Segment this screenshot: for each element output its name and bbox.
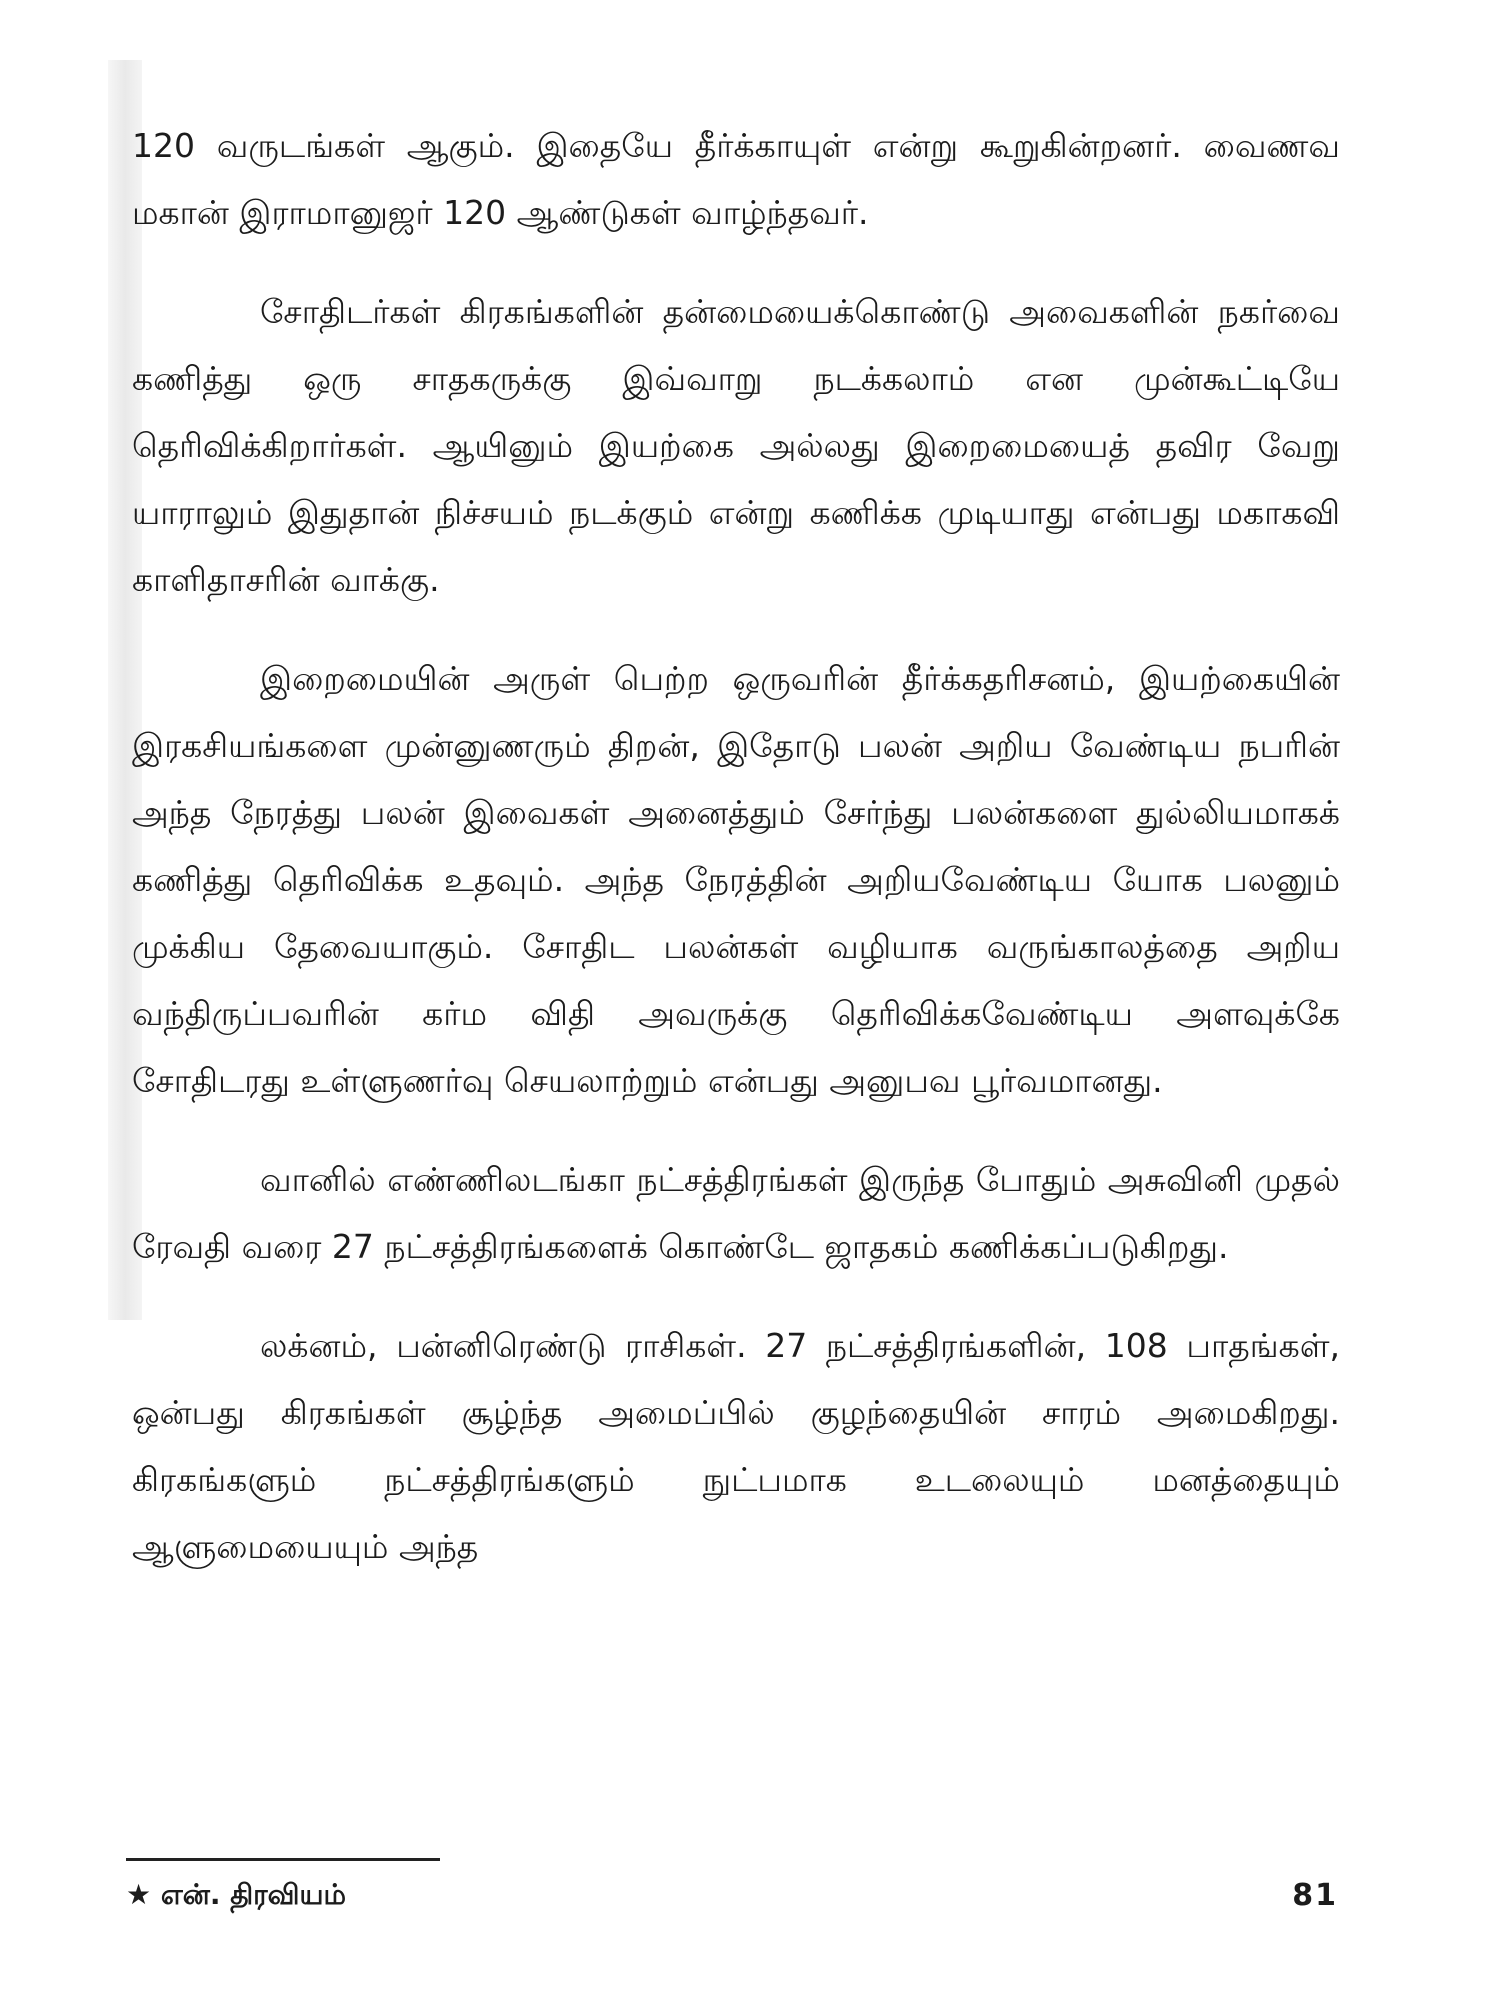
paragraph-1: 120 வருடங்கள் ஆகும். இதையே தீர்க்காயுள் என்று கூறுகின்றனர். வைணவ மகான் இராமானுஜர் 120 ஆண்டுகள் வாழ்ந்தவர்.: [132, 126, 1340, 232]
paragraph-4: வானில் எண்ணிலடங்கா நட்சத்திரங்கள் இருந்த போதும் அசுவினி முதல் ரேவதி வரை 27 நட்சத்திரங்களைக் கொண்டே ஜாதகம் கணிக்கப்படுகிறது.: [132, 1160, 1340, 1266]
page-body: [132, 112, 1340, 1580]
paragraph-2: சோதிடர்கள் கிரகங்களின் தன்மையைக்கொண்டு அவைகளின் நகர்வை கணித்து ஒரு சாதகருக்கு இவ்வாறு நடக்கலாம் என முன்கூட்டியே தெரிவிக்கிறார்கள். ஆயினும் இயற்கை அல்லது இறைமையைத் தவிர வேறு யாராலும் இதுதான் நிச்சயம் நடக்கும் என்று கணிக்க முடியாது என்பது மகாகவி காளிதாசரின் வாக்கு.: [132, 292, 1340, 599]
page-footer: [126, 1878, 1338, 1918]
page-number: 81: [1292, 1878, 1338, 1913]
footer-author: ★ என். திரவியம்: [126, 1878, 347, 1911]
paragraph-3: இறைமையின் அருள் பெற்ற ஒருவரின் தீர்க்கதரிசனம், இயற்கையின் இரகசியங்களை முன்னுணரும் திறன், இதோடு பலன் அறிய வேண்டிய நபரின் அந்த நேரத்து பலன் இவைகள் அனைத்தும் சேர்ந்து பலன்களை துல்லியமாகக் கணித்து தெரிவிக்க உதவும். அந்த நேரத்தின் அறியவேண்டிய யோக பலனும் முக்கிய தேவையாகும். சோதிட பலன்கள் வழியாக வருங்காலத்தை அறிய வந்திருப்பவரின் கர்ம விதி அவருக்கு தெரிவிக்கவேண்டிய அளவுக்கே சோதிடரது உள்ளுணர்வு செயலாற்றும் என்பது அனுபவ பூர்வமானது.: [132, 659, 1340, 1100]
paragraph-5: லக்னம், பன்னிரெண்டு ராசிகள். 27 நட்சத்திரங்களின், 108 பாதங்கள், ஒன்பது கிரகங்கள் சூழ்ந்த அமைப்பில் குழந்தையின் சாரம் அமைகிறது. கிரகங்களும் நட்சத்திரங்களும் நுட்பமாக உடலையும் மனத்தையும் ஆளுமையையும் அந்த: [132, 1326, 1340, 1566]
footnote-rule: [126, 1858, 440, 1861]
